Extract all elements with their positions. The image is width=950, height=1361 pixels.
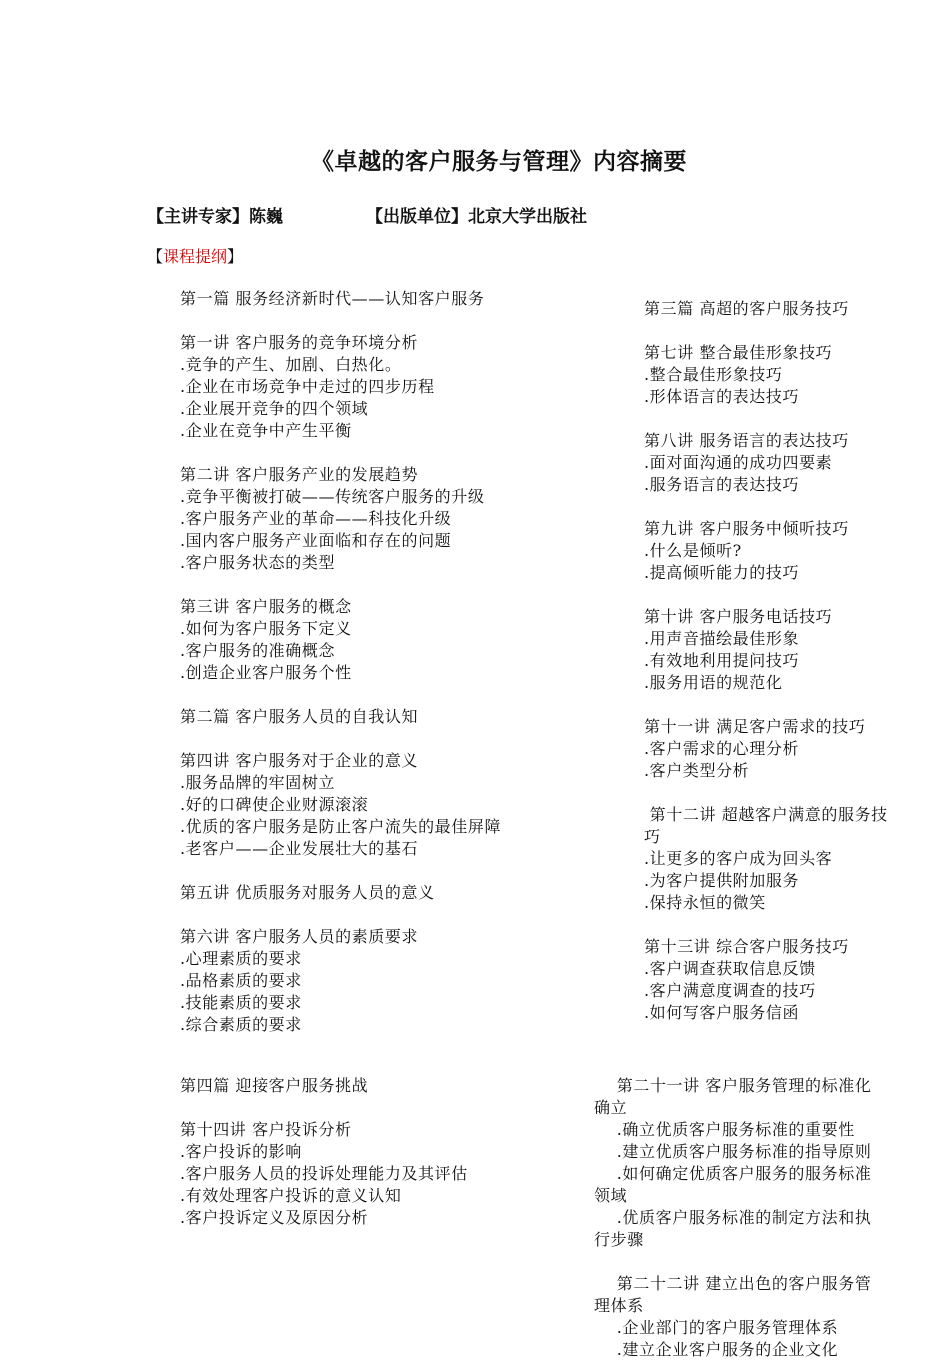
outline-line: .让更多的客户成为回头客 <box>644 849 833 868</box>
outline-line: 领域 <box>594 1186 628 1205</box>
outline-line: .服务品牌的牢固树立 <box>180 773 336 792</box>
outline-line: .保持永恒的微笑 <box>644 893 766 912</box>
blank-line <box>644 782 934 804</box>
outline-line: .客户服务的准确概念 <box>180 641 336 660</box>
outline-bracket-close: 】 <box>227 247 244 266</box>
outline-line: .客户服务产业的革命——科技化升级 <box>180 509 452 528</box>
outline-line: 第十讲 客户服务电话技巧 <box>644 607 833 626</box>
outline-line: .如何写客户服务信函 <box>644 1003 800 1022</box>
outline-line: .为客户提供附加服务 <box>644 871 800 890</box>
outline-line: .客户满意度调查的技巧 <box>644 981 816 1000</box>
outline-line: 第十二讲 超越客户满意的服务技 <box>644 805 888 824</box>
outline-line: 行步骤 <box>594 1230 644 1249</box>
outline-line: 第五讲 优质服务对服务人员的意义 <box>180 883 435 902</box>
outline-column-right-bottom <box>594 1075 939 1361</box>
outline-line: .品格素质的要求 <box>180 971 302 990</box>
outline-line: .建立优质客户服务标准的指导原则 <box>594 1142 872 1161</box>
outline-line: 第四篇 迎接客户服务挑战 <box>180 1076 369 1095</box>
outline-line: .确立优质客户服务标准的重要性 <box>594 1120 855 1139</box>
document-title: 《卓越的客户服务与管理》内容摘要 <box>311 149 687 175</box>
blank-line <box>644 320 934 342</box>
blank-line <box>644 694 934 716</box>
blank-line <box>594 1251 939 1273</box>
outline-line: .有效地利用提问技巧 <box>644 651 800 670</box>
blank-line <box>180 1097 580 1119</box>
outline-line: 第十四讲 客户投诉分析 <box>180 1120 352 1139</box>
outline-line: .优质客户服务标准的制定方法和执 <box>594 1208 872 1227</box>
outline-line: .老客户——企业发展壮大的基石 <box>180 839 419 858</box>
outline-line: .客户服务人员的投诉处理能力及其评估 <box>180 1164 468 1183</box>
outline-line: 第六讲 客户服务人员的素质要求 <box>180 927 419 946</box>
outline-line: 巧 <box>644 827 661 846</box>
outline-line: .有效处理客户投诉的意义认知 <box>180 1186 402 1205</box>
outline-line: .面对面沟通的成功四要素 <box>644 453 833 472</box>
outline-line: 第七讲 整合最佳形象技巧 <box>644 343 833 362</box>
outline-heading <box>147 244 243 267</box>
outline-line: .客户投诉定义及原因分析 <box>180 1208 369 1227</box>
outline-label: 课程提纲 <box>163 247 228 266</box>
outline-line: .服务用语的规范化 <box>644 673 783 692</box>
outline-line: 第一讲 客户服务的竞争环境分析 <box>180 333 419 352</box>
outline-line: .如何确定优质客户服务的服务标准 <box>594 1164 872 1183</box>
outline-column-left-bottom <box>180 1075 580 1229</box>
blank-line <box>644 408 934 430</box>
outline-line: .如何为客户服务下定义 <box>180 619 352 638</box>
outline-line: .综合素质的要求 <box>180 1015 302 1034</box>
outline-line: .企业在市场竞争中走过的四步历程 <box>180 377 435 396</box>
outline-line: .技能素质的要求 <box>180 993 302 1012</box>
outline-line: .提高倾听能力的技巧 <box>644 563 800 582</box>
outline-line: .建立企业客户服务的企业文化 <box>594 1340 839 1359</box>
outline-bracket-open: 【 <box>147 247 164 266</box>
blank-line <box>180 860 580 882</box>
outline-line: .创造企业客户服务个性 <box>180 663 352 682</box>
publisher-label: 【出版单位】北京大学出版社 <box>366 207 587 227</box>
outline-line: .好的口碑使企业财源滚滚 <box>180 795 369 814</box>
outline-line: 第八讲 服务语言的表达技巧 <box>644 431 849 450</box>
outline-line: .企业展开竞争的四个领域 <box>180 399 369 418</box>
outline-line: 理体系 <box>594 1296 644 1315</box>
blank-line <box>180 684 580 706</box>
outline-line: .客户类型分析 <box>644 761 750 780</box>
outline-line: .企业部门的客户服务管理体系 <box>594 1318 839 1337</box>
outline-line: .客户投诉的影响 <box>180 1142 302 1161</box>
outline-line: 第一篇 服务经济新时代——认知客户服务 <box>180 289 485 308</box>
blank-line <box>644 914 934 936</box>
blank-line <box>644 496 934 518</box>
outline-line: 第九讲 客户服务中倾听技巧 <box>644 519 849 538</box>
outline-line: 第二十二讲 建立出色的客户服务管 <box>594 1274 872 1293</box>
outline-line: 确立 <box>594 1098 628 1117</box>
outline-line: 第二十一讲 客户服务管理的标准化 <box>594 1076 872 1095</box>
outline-column-left-top <box>180 288 580 1036</box>
outline-line: 第十一讲 满足客户需求的技巧 <box>644 717 866 736</box>
outline-line: .整合最佳形象技巧 <box>644 365 783 384</box>
outline-line: .服务语言的表达技巧 <box>644 475 800 494</box>
outline-line: 第三讲 客户服务的概念 <box>180 597 352 616</box>
outline-line: .形体语言的表达技巧 <box>644 387 800 406</box>
outline-line: .客户调查获取信息反馈 <box>644 959 816 978</box>
outline-line: .什么是倾听? <box>644 541 742 560</box>
blank-line <box>644 584 934 606</box>
outline-line: .竞争平衡被打破——传统客户服务的升级 <box>180 487 485 506</box>
outline-line: .国内客户服务产业面临和存在的问题 <box>180 531 452 550</box>
blank-line <box>180 574 580 596</box>
outline-line: .竞争的产生、加剧、白热化。 <box>180 355 402 374</box>
expert-label: 【主讲专家】陈巍 <box>147 207 283 227</box>
outline-line: .心理素质的要求 <box>180 949 302 968</box>
outline-line: 第四讲 客户服务对于企业的意义 <box>180 751 419 770</box>
blank-line <box>180 904 580 926</box>
blank-line <box>180 728 580 750</box>
outline-line: .客户需求的心理分析 <box>644 739 800 758</box>
outline-line: .用声音描绘最佳形象 <box>644 629 800 648</box>
blank-line <box>180 310 580 332</box>
outline-line: .企业在竞争中产生平衡 <box>180 421 352 440</box>
outline-line: 第二篇 客户服务人员的自我认知 <box>180 707 419 726</box>
outline-line: 第十三讲 综合客户服务技巧 <box>644 937 849 956</box>
outline-line: 第三篇 高超的客户服务技巧 <box>644 299 849 318</box>
outline-column-right-top <box>644 298 934 1024</box>
outline-line: .优质的客户服务是防止客户流失的最佳屏障 <box>180 817 502 836</box>
blank-line <box>180 442 580 464</box>
outline-line: 第二讲 客户服务产业的发展趋势 <box>180 465 419 484</box>
outline-line: .客户服务状态的类型 <box>180 553 336 572</box>
